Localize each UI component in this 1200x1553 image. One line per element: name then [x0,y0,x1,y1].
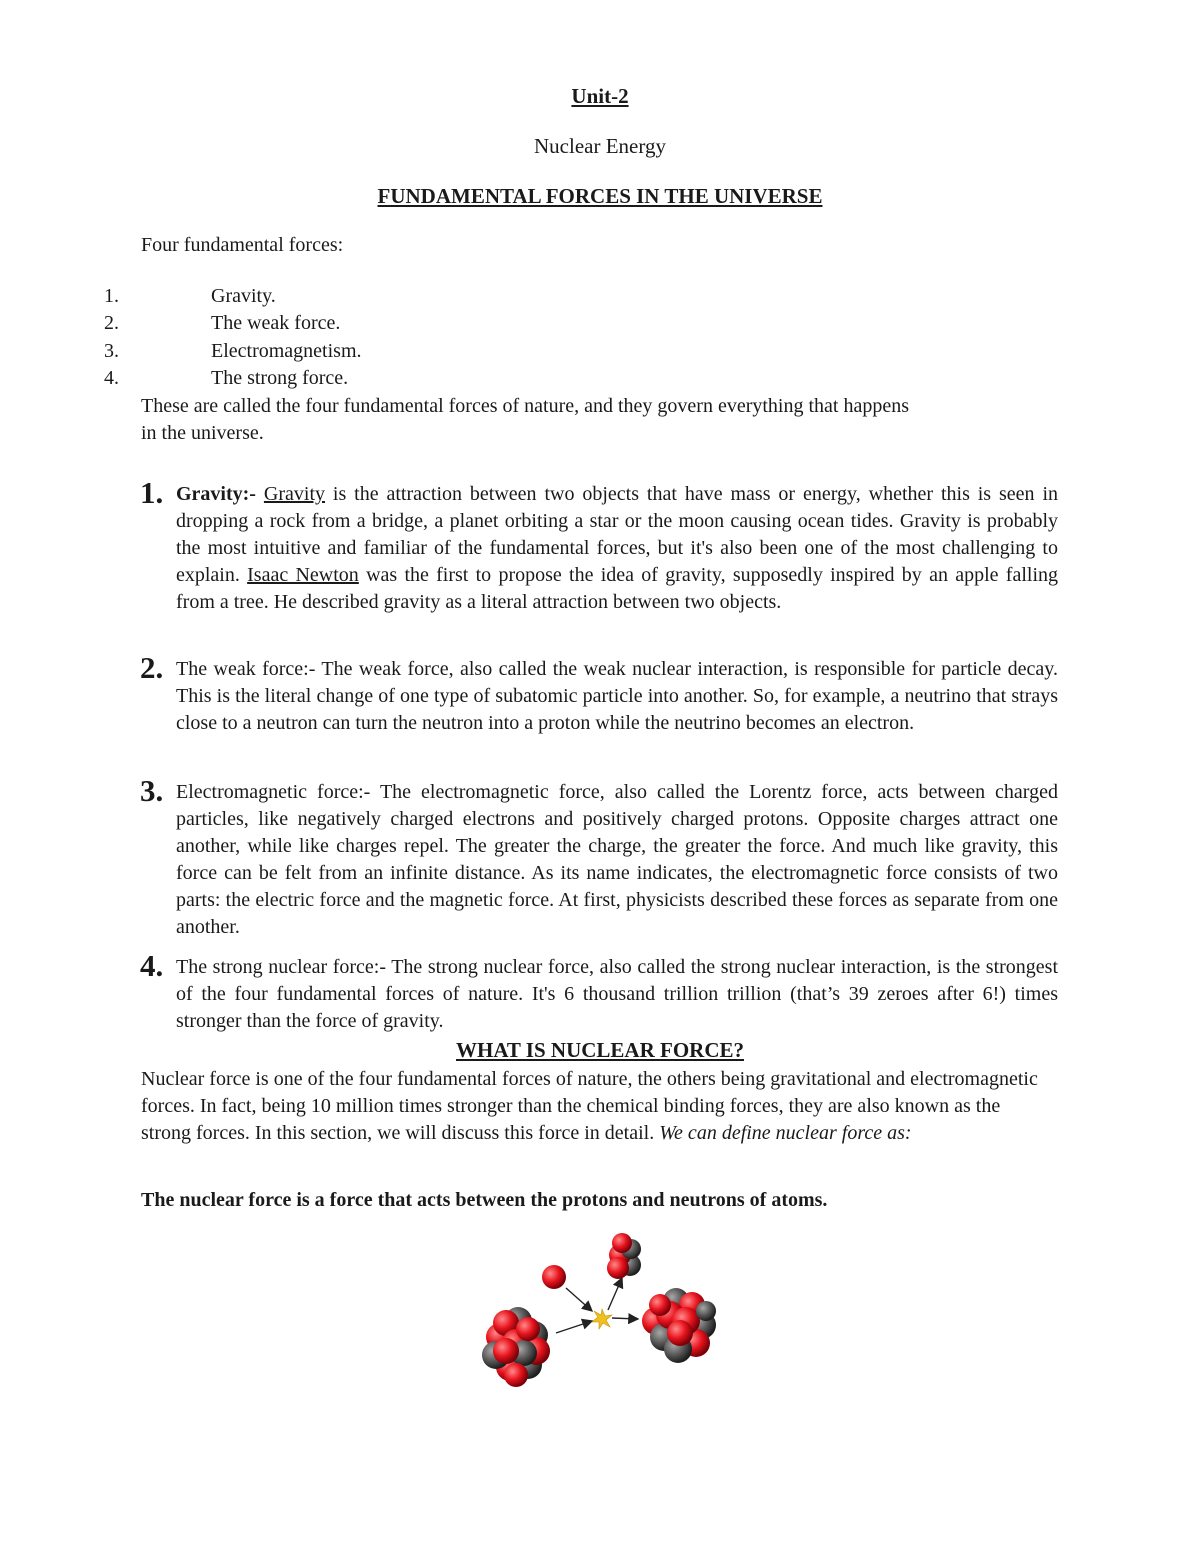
list-number: 4. [104,367,119,389]
list-number: 1. [104,285,119,307]
nuclear-force-heading: WHAT IS NUCLEAR FORCE? [455,1038,744,1062]
nuclear-force-paragraph [141,1066,1051,1147]
force-electromagnetic-paragraph: Electromagnetic force:- The electromagnetic force, also called the Lorentz force, acts between charged particles, like negatively charged electrons and positively charged protons. Opposite charges attract one another, while like charges repel. The greater the charge, the greater the force. And much like gravity, this force can be felt from an infinite distance. As its name indicates, the electromagnetic force consists of two parts: the electric force and the magnetic force. At first, physicists described these forces as separate from one another. [176,781,1058,938]
reaction-arrows [556,1278,638,1333]
paragraph-text: is the attraction between two objects that have mass or energy, whether this is seen in dropping a rock from a bridge, a planet orbiting a star or the moon causing ocean tides. Gravity is probably the most intuitive and familiar of the fundamental forces, but it's also been one of the most challenging to explain. [176,483,1059,586]
spark-icon [592,1309,612,1329]
incoming-particle [542,1265,566,1289]
list-item: Electromagnetism. [211,340,362,362]
list-number: 2. [104,312,119,334]
force-label: Gravity:- [176,483,256,505]
paragraph-text: was the first to propose the idea of gravity, supposedly inspired by an apple falling from a tree. He described gravity as a literal attraction between two objects. [176,564,1058,613]
small-fragment-nucleus [607,1233,641,1279]
large-fragment-nucleus [642,1288,716,1363]
list-item: The strong force. [211,367,349,389]
summary-line: These are called the four fundamental forces of nature, and they govern everything that happens [141,395,910,417]
list-number: 3. [104,340,119,362]
force-weak-paragraph: The weak force:- The weak force, also called the weak nuclear interaction, is responsible for particle decay. This is the literal change of one type of subatomic particle into another. So, for example, a neutrino that strays close to a neutron can turn the neutron into a proton while the neutrino becomes an electron. [176,658,1058,734]
paragraph-text: Nuclear force is one of the four fundamental forces of nature, the others being gravitational and electromagnetic forces. In fact, being 10 million times stronger than the chemical binding forces, they are also known as the strong forces. In this section, we will discuss this force in detail. [141,1068,1038,1144]
nuclear-force-definition: The nuclear force is a force that acts between the protons and neutrons of atoms. [141,1189,828,1211]
paragraph-italic: We can define nuclear force as: [659,1122,912,1144]
isaac-newton-link[interactable]: Isaac Newton [247,564,359,586]
force-number: 3. [140,773,164,808]
intro-lead: Four fundamental forces: [141,234,344,256]
list-item: The weak force. [211,312,341,334]
summary-line: in the universe. [141,422,264,444]
nuclear-reaction-illustration [470,1225,730,1395]
list-item: Gravity. [211,285,276,307]
force-number: 1. [140,475,164,510]
section-title: FUNDAMENTAL FORCES IN THE UNIVERSE [377,184,823,208]
force-strong-paragraph: The strong nuclear force:- The strong nuclear force, also called the strong nuclear interaction, is the strongest of the four fundamental forces of nature. It's 6 thousand trillion trillion (that’s 39 zeroes after 6!) times stronger than the force of gravity. [176,956,1058,1032]
force-number: 4. [140,948,164,983]
force-number: 2. [140,650,164,685]
gravity-link[interactable]: Gravity [263,483,325,505]
subject-title: Nuclear Energy [534,134,666,158]
large-nucleus-left [482,1307,550,1387]
unit-title: Unit-2 [571,84,629,108]
force-gravity-paragraph [176,481,1058,616]
intro-summary [141,393,1061,447]
